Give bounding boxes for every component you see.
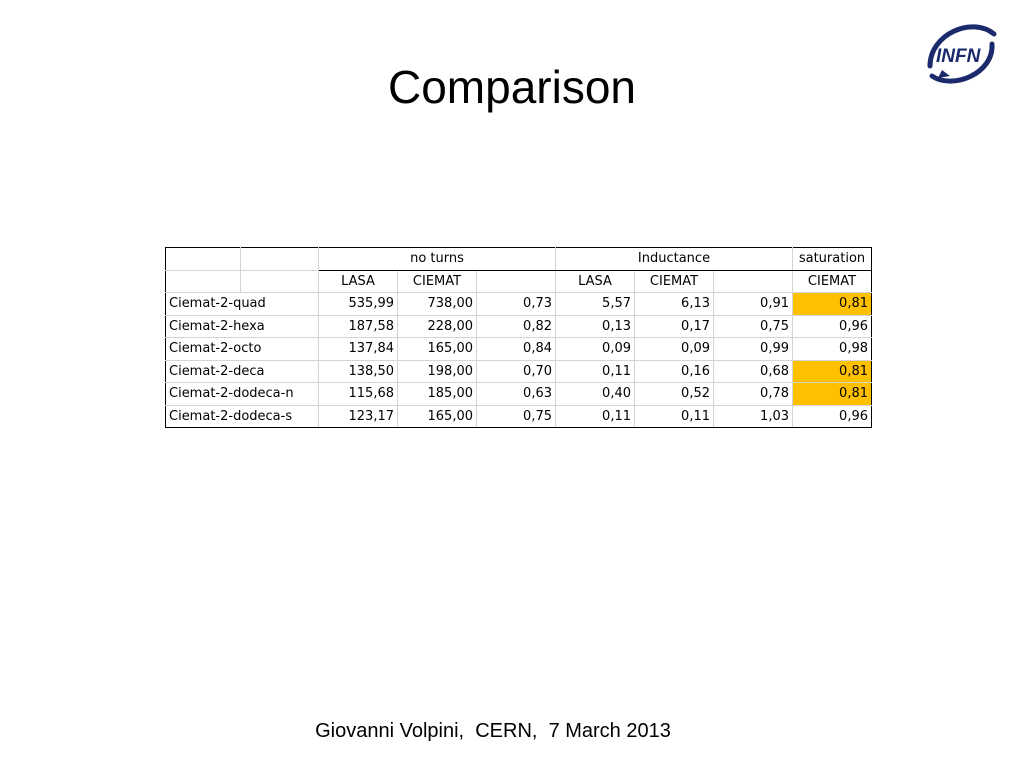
- no-turns-header: no turns: [319, 248, 556, 271]
- inductance-ratio-cell: 0,75: [714, 315, 793, 338]
- comparison-table-container: [165, 247, 872, 428]
- inductance-ciemat-cell: 0,09: [635, 338, 714, 361]
- empty-cell: [166, 270, 241, 293]
- table-row: [166, 315, 872, 338]
- saturation-cell: 0,98: [793, 338, 872, 361]
- magnet-name-cell: Ciemat-2-quad: [166, 293, 319, 316]
- table-row: [166, 338, 872, 361]
- saturation-cell: 0,96: [793, 405, 872, 428]
- infn-logo-icon: [922, 14, 1000, 92]
- no-turns-ratio-cell: 0,75: [477, 405, 556, 428]
- magnet-name-cell: Ciemat-2-dodeca-n: [166, 383, 319, 406]
- inductance-lasa-cell: 5,57: [556, 293, 635, 316]
- inductance-ratio-cell: 0,99: [714, 338, 793, 361]
- no-turns-ratio-cell: 0,70: [477, 360, 556, 383]
- table-row: [166, 360, 872, 383]
- inductance-ciemat-cell: 6,13: [635, 293, 714, 316]
- saturation-cell: 0,81: [793, 383, 872, 406]
- empty-cell: [714, 270, 793, 293]
- no-turns-ciemat-cell: 165,00: [398, 338, 477, 361]
- inductance-lasa-cell: 0,11: [556, 360, 635, 383]
- inductance-ciemat-cell: 0,17: [635, 315, 714, 338]
- table-row: [166, 383, 872, 406]
- no-turns-lasa-cell: 187,58: [319, 315, 398, 338]
- inductance-ratio-cell: 0,91: [714, 293, 793, 316]
- no-turns-lasa-header: LASA: [319, 270, 398, 293]
- saturation-header: saturation: [793, 248, 872, 271]
- no-turns-ratio-cell: 0,84: [477, 338, 556, 361]
- inductance-lasa-cell: 0,09: [556, 338, 635, 361]
- no-turns-ratio-cell: 0,82: [477, 315, 556, 338]
- inductance-lasa-cell: 0,13: [556, 315, 635, 338]
- no-turns-ciemat-cell: 198,00: [398, 360, 477, 383]
- no-turns-ratio-cell: 0,63: [477, 383, 556, 406]
- no-turns-ratio-cell: 0,73: [477, 293, 556, 316]
- saturation-cell: 0,81: [793, 360, 872, 383]
- inductance-ciemat-header: CIEMAT: [635, 270, 714, 293]
- saturation-cell: 0,96: [793, 315, 872, 338]
- no-turns-lasa-cell: 137,84: [319, 338, 398, 361]
- sub-header-row: [166, 270, 872, 293]
- no-turns-ciemat-cell: 228,00: [398, 315, 477, 338]
- empty-cell: [477, 270, 556, 293]
- table-row: [166, 405, 872, 428]
- no-turns-lasa-cell: 535,99: [319, 293, 398, 316]
- inductance-lasa-cell: 0,40: [556, 383, 635, 406]
- empty-cell: [241, 248, 319, 271]
- inductance-ratio-cell: 0,68: [714, 360, 793, 383]
- inductance-ratio-cell: 0,78: [714, 383, 793, 406]
- no-turns-ciemat-header: CIEMAT: [398, 270, 477, 293]
- no-turns-lasa-cell: 123,17: [319, 405, 398, 428]
- group-header-row: [166, 248, 872, 271]
- saturation-cell: 0,81: [793, 293, 872, 316]
- infn-logo: [922, 14, 1000, 92]
- saturation-ciemat-header: CIEMAT: [793, 270, 872, 293]
- empty-cell: [166, 248, 241, 271]
- inductance-ciemat-cell: 0,11: [635, 405, 714, 428]
- inductance-lasa-cell: 0,11: [556, 405, 635, 428]
- inductance-header: Inductance: [556, 248, 793, 271]
- comparison-table: [165, 247, 872, 428]
- inductance-ratio-cell: 1,03: [714, 405, 793, 428]
- no-turns-ciemat-cell: 185,00: [398, 383, 477, 406]
- no-turns-ciemat-cell: 165,00: [398, 405, 477, 428]
- magnet-name-cell: Ciemat-2-deca: [166, 360, 319, 383]
- table-row: [166, 293, 872, 316]
- slide-title: Comparison: [388, 61, 636, 113]
- inductance-ciemat-cell: 0,52: [635, 383, 714, 406]
- svg-text:INFN: INFN: [936, 46, 981, 67]
- inductance-lasa-header: LASA: [556, 270, 635, 293]
- no-turns-lasa-cell: 115,68: [319, 383, 398, 406]
- magnet-name-cell: Ciemat-2-hexa: [166, 315, 319, 338]
- magnet-name-cell: Ciemat-2-dodeca-s: [166, 405, 319, 428]
- no-turns-lasa-cell: 138,50: [319, 360, 398, 383]
- no-turns-ciemat-cell: 738,00: [398, 293, 477, 316]
- empty-cell: [241, 270, 319, 293]
- slide-footer: Giovanni Volpini, CERN, 7 March 2013: [315, 720, 671, 742]
- magnet-name-cell: Ciemat-2-octo: [166, 338, 319, 361]
- inductance-ciemat-cell: 0,16: [635, 360, 714, 383]
